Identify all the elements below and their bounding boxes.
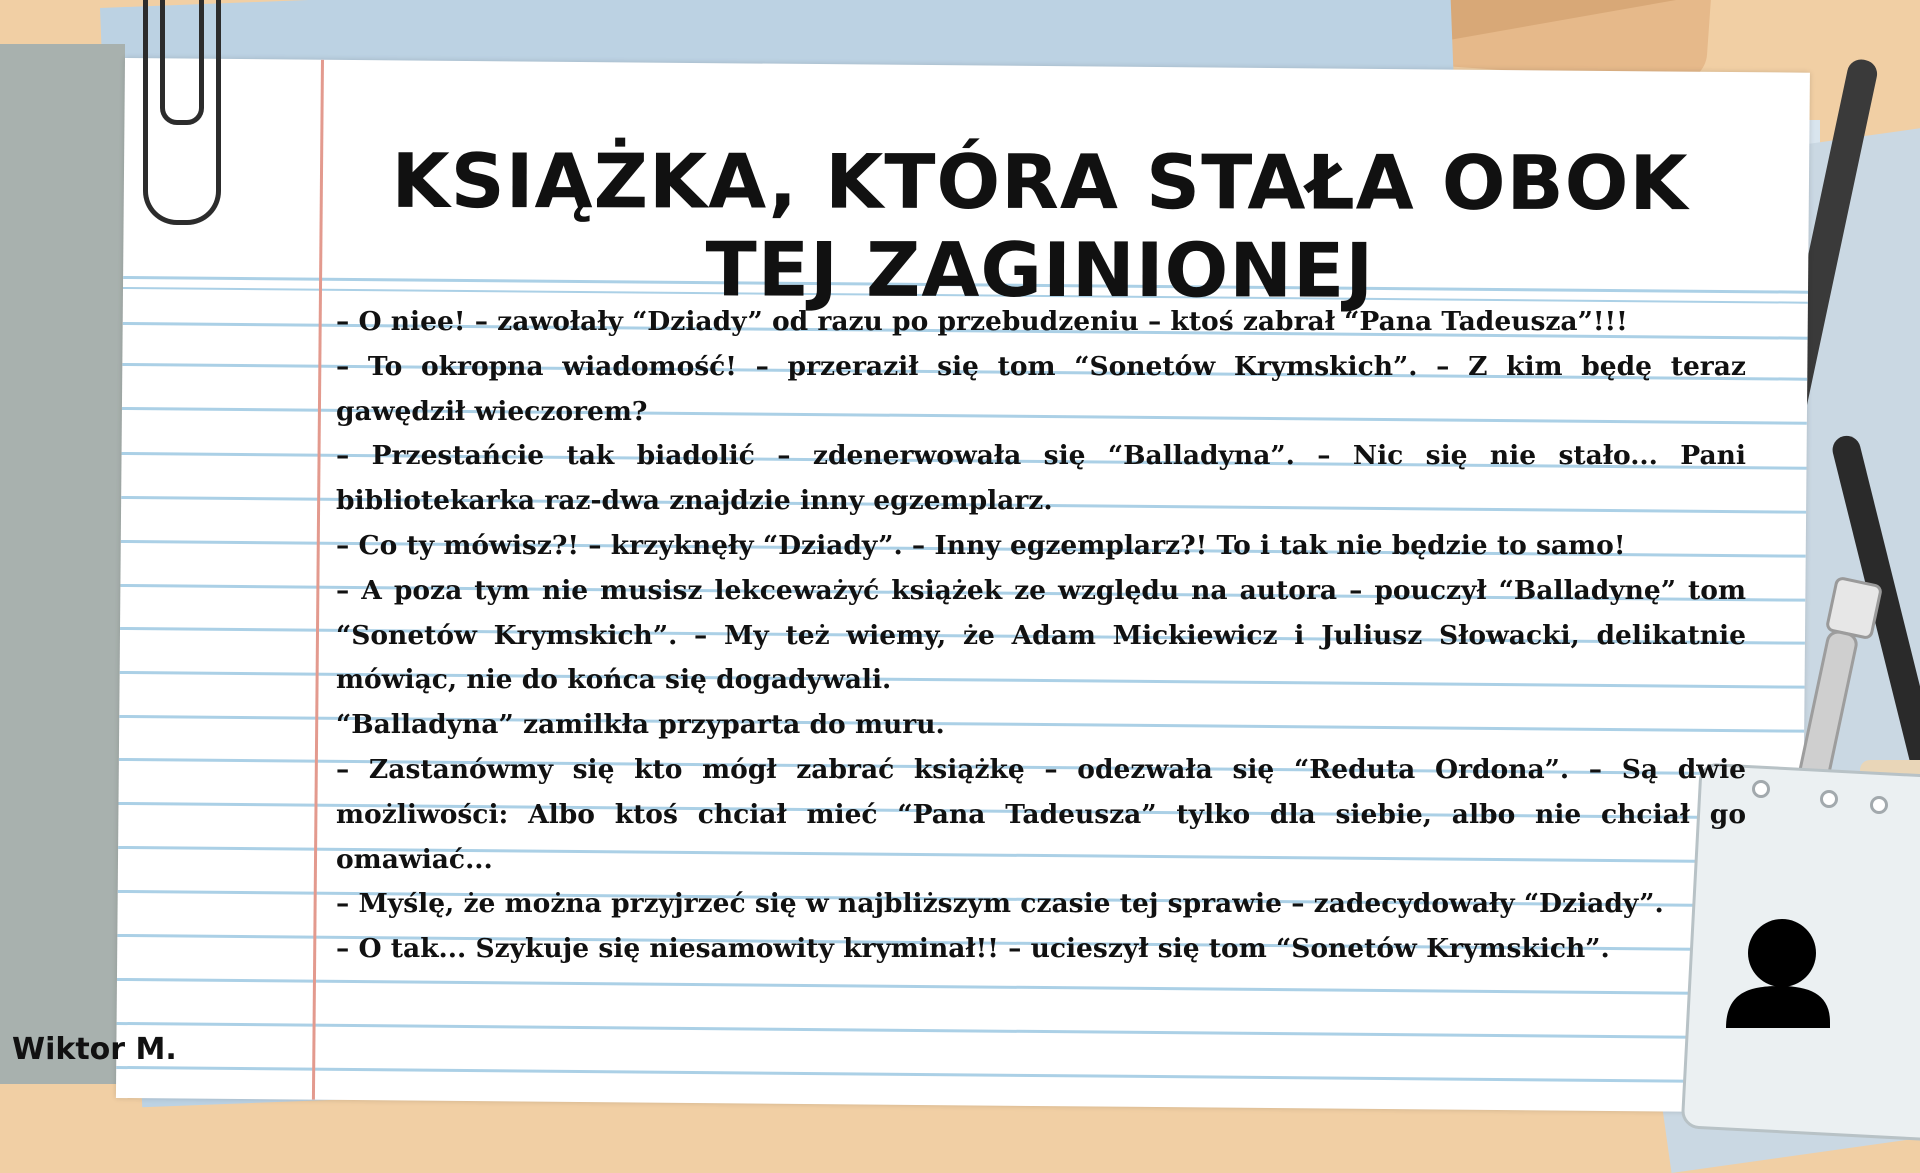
paragraph: – Myślę, że można przyjrzeć się w najbliższym czasie tej sprawie – zadecydowały “Dziady”. xyxy=(336,888,1664,920)
paragraph: – Przestańcie tak biadolić – zdenerwowała się “Balladyna”. – Nic się nie stało... Pani bibliotekarka raz-dwa znajdzie inny egzemplarz. xyxy=(336,440,1746,517)
page-title: KSIĄŻKA, KTÓRA STAŁA OBOK TEJ ZAGINIONEJ xyxy=(391,136,1689,315)
badge-hole xyxy=(1820,790,1838,808)
badge-hole xyxy=(1752,780,1770,798)
background-paper-grey xyxy=(0,44,125,1084)
paragraph: – Zastanówmy się kto mógł zabrać książkę – odezwała się “Reduta Ordona”. – Są dwie możliwości: Albo ktoś chciał mieć “Pana Tadeusza” tylko dla siebie, albo nie chciał go omawiać... xyxy=(336,753,1746,875)
paperclip-inner xyxy=(160,0,204,125)
paragraph: – Co ty mówisz?! – krzyknęły “Dziady”. – Inny egzemplarz?! To i tak nie będzie to samo! xyxy=(336,529,1626,561)
margin-line xyxy=(312,60,324,1100)
story-text xyxy=(336,300,1746,972)
paragraph: – O niee! – zawołały “Dziady” od razu po przebudzeniu – ktoś zabrał “Pana Tadeusza”!!! xyxy=(336,306,1628,337)
paragraph: – To okropna wiadomość! – przeraził się tom “Sonetów Krymskich”. – Z kim będę teraz gawędził wieczorem? xyxy=(336,350,1746,427)
paragraph: – A poza tym nie musisz lekceważyć książek ze względu na autora – pouczył “Balladynę” tom “Sonetów Krymskich”. – My też wiemy, że Adam Mickiewicz i Juliusz Słowacki, delikatnie mówiąc, nie do końca się dogadywali. xyxy=(336,574,1746,696)
paragraph: – O tak... Szykuje się niesamowity kryminał!! – ucieszył się tom “Sonetów Krymskich”. xyxy=(336,933,1610,965)
paragraph: “Balladyna” zamilkła przyparta do muru. xyxy=(336,709,945,741)
author-name: Wiktor M. xyxy=(12,1032,177,1067)
badge-hole xyxy=(1870,796,1888,814)
